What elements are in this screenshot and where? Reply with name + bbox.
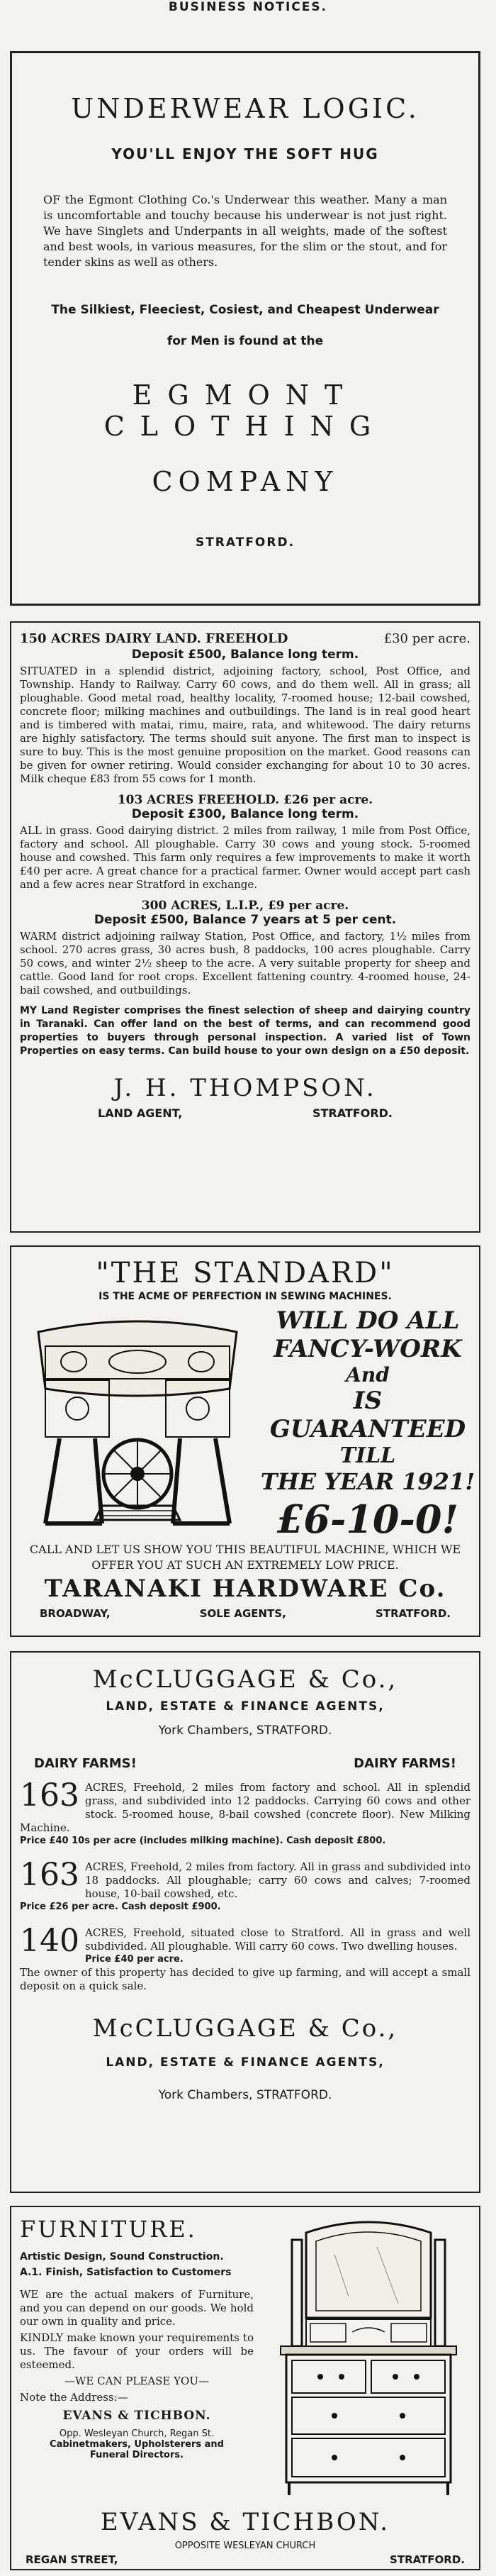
mccluggage-name: McCLUGGAGE & Co., [92, 1665, 398, 1694]
underwear-ad [10, 51, 480, 606]
mccluggage-role: LAND, ESTATE & FINANCE AGENTS, [106, 1699, 385, 1714]
sewing-machine-illustration [17, 1304, 258, 1538]
farm-3-acres: 140 [20, 1926, 79, 1959]
furniture-kindly: KINDLY make known your requirements to us. The favour of your orders will be esteemed. [20, 2331, 254, 2371]
mccluggage-address-2: York Chambers, STRATFORD. [158, 2088, 332, 2102]
farm-3-price: Price £40 per acre. [84, 1954, 184, 1965]
underwear-company-2: COMPANY [152, 466, 339, 497]
standard-town: STRATFORD. [376, 1607, 451, 1620]
underwear-subtitle: YOU'LL ENJOY THE SOFT HUG [111, 145, 379, 162]
dairy-farms-right: DAIRY FARMS! [354, 1756, 456, 1771]
listing-1-deposit: Deposit £500, Balance long term. [131, 648, 359, 662]
standard-slogan-5: TILL [339, 1443, 396, 1468]
furniture-please: —WE CAN PLEASE YOU— [64, 2375, 209, 2387]
farm-1-price: Price £40 10s per acre (includes milking machine). Cash deposit £800. [20, 1836, 386, 1846]
dressing-table-illustration [264, 2211, 473, 2501]
land-register-text: MY Land Register comprises the finest selection of sheep and dairying country in Taranaki. Can offer land on the best of terms, and can recommend good properties to buyers through personal inspection. A varied list of Town Properties on easy terms. Can build house to your own design on a £50 deposit. [20, 1005, 470, 1057]
listing-2-deposit: Deposit £300, Balance long term. [131, 807, 359, 821]
standard-subtitle: IS THE ACME OF PERFECTION IN SEWING MACHINES. [98, 1291, 392, 1302]
furniture-big-name: EVANS & TICHBON. [100, 2508, 390, 2536]
listing-3-deposit: Deposit £500, Balance 7 years at 5 per cent. [94, 913, 397, 927]
listing-2-body: ALL in grass. Good dairying district. 2 miles from railway, 1 mile from Post Office, factory and school. All ploughable. Carry 30 cows and young stock. 5-roomed house and cowshed. This farm only requires a few improvements to make it worth £40 per acre. A great chance for a practical farmer. Owner would accept part cash and a few acres near Stratford in exchange. [20, 824, 470, 891]
listing-1-body: SITUATED in a splendid district, adjoining factory, school, Post Office, and Township. Handy to Railway. Carry 60 cows, and do them well. All in grass; all ploughable. Good metal road, healthy locality, 7-roomed house; 12-bail cowshed, concrete floor; milking machines and outbuildings. The land is in real good heart and is timbered with matai, rimu, maire, rata, and whitewood. The dairy returns are highly satisfactory. The terms should suit anyone. The first man to inspect is sure to buy. This is the most genuine proposition on the market. Good reasons can be given for owner retiring. Would consider exchanging for about 10 to 30 acres. Milk cheque £83 from 55 cows for 1 month. [20, 665, 470, 785]
thompson-name: J. H. THOMPSON. [113, 1074, 377, 1102]
furniture-ad [10, 2206, 480, 2570]
underwear-town: STRATFORD. [195, 535, 295, 550]
furniture-tagline-1: Artistic Design, Sound Construction. [20, 2251, 224, 2263]
mccluggage-ad [10, 1651, 480, 2193]
thompson-town: STRATFORD. [312, 1106, 393, 1120]
farm-1-acres: 163 [20, 1781, 79, 1814]
furniture-body: WE are the actual makers of Furniture, and you can depend on our goods. We hold our own in quality and price. [20, 2288, 254, 2328]
standard-street: BROADWAY, [40, 1607, 111, 1620]
page-header: BUSINESS NOTICES. [168, 0, 328, 14]
dairy-farms-left: DAIRY FARMS! [34, 1756, 137, 1771]
listing-2-heading: 103 ACRES FREEHOLD. £26 per acre. [117, 793, 373, 807]
thompson-ad [10, 621, 480, 1233]
farm-3-body: ACRES, Freehold, situated close to Stratford. All in grass and well subdivided. All ploughable. Will carry 60 cows. Two dwelling houses. [84, 1926, 470, 1953]
furniture-firm: EVANS & TICHBON. [62, 2409, 211, 2423]
standard-slogan-4: IS GUARANTEED [269, 1387, 466, 1443]
listing-3-heading: 300 ACRES, L.I.P., £9 per acre. [141, 899, 349, 913]
furniture-trades: Cabinetmakers, Upholsterers and [50, 2439, 224, 2450]
listing-1-price: £30 per acre. [383, 631, 470, 646]
standard-slogan-1: WILL DO ALL [276, 1306, 460, 1335]
furniture-note: Note the Address:— [20, 2391, 128, 2404]
mccluggage-name-2: McCLUGGAGE & Co., [92, 2014, 398, 2043]
farm-3-tail: The owner of this property has decided to give up farming, and will accept a small deposit on a quick sale. [20, 1966, 470, 1992]
furniture-title: FURNITURE. [20, 2216, 197, 2243]
furniture-street: REGAN STREET, [26, 2553, 118, 2566]
standard-callout: CALL AND LET US SHOW YOU THIS BEAUTIFUL MACHINE, WHICH WE OFFER YOU AT SUCH AN EXTREMELY LOW PRICE. [29, 1543, 461, 1572]
farm-2-price: Price £26 per acre. Cash deposit £900. [20, 1902, 221, 1912]
standard-title: "THE STANDARD" [96, 1257, 395, 1289]
thompson-agent: LAND AGENT, [98, 1106, 183, 1120]
standard-slogan-6: THE YEAR 1921! [260, 1468, 475, 1495]
mccluggage-address: York Chambers, STRATFORD. [158, 1723, 332, 1738]
standard-agents: SOLE AGENTS, [199, 1607, 286, 1620]
furniture-opposite: OPPOSITE WESLEYAN CHURCH [174, 2541, 316, 2551]
farm-2-body: ACRES, Freehold, 2 miles from factory. All in grass and subdivided into 18 paddocks. All ploughable; carry 60 cows and calves; 7-roomed house, 10-bail cowshed, etc. [84, 1860, 470, 1900]
listing-3-body: WARM district adjoining railway Station, Post Office, and factory, 1½ miles from school. 270 acres grass, 30 acres bush, 8 paddocks, 100 acres ploughable. Carry 50 cows, and winter 2½ sheep to the acre. A very suitable property for sheep and cattle. Good land for root crops. Excellent fattening country. 4-roomed house, 24-bail cowshed, and outbuildings. [20, 930, 470, 996]
underwear-tagline-1: The Silkiest, Fleeciest, Cosiest, and Cheapest Underwear [51, 303, 439, 317]
underwear-title: UNDERWEAR LOGIC. [71, 93, 419, 124]
furniture-town: STRATFORD. [390, 2553, 465, 2566]
underwear-body: OF the Egmont Clothing Co.'s Underwear this weather. Many a man is uncomfortable and touchy because his underwear is not just right. We have Singlets and Underpants in all weights, made of the softest and best wools, in various measures, for the slim or the stout, and for tender skins as well as others. [43, 193, 447, 269]
standard-price: £6-10-0! [276, 1497, 459, 1542]
listing-1-heading: 150 ACRES DAIRY LAND. FREEHOLD [20, 631, 288, 646]
furniture-tagline-2: A.1. Finish, Satisfaction to Customers [20, 2267, 232, 2278]
furniture-opp: Opp. Wesleyan Church, Regan St. [59, 2428, 215, 2439]
mccluggage-role-2: LAND, ESTATE & FINANCE AGENTS, [106, 2055, 385, 2070]
standard-store: TARANAKI HARDWARE Co. [44, 1575, 446, 1603]
furniture-funeral: Funeral Directors. [89, 2450, 184, 2460]
underwear-tagline-2: for Men is found at the [167, 334, 324, 348]
farm-listing-1 [20, 1781, 470, 1848]
farm-2-acres: 163 [20, 1860, 79, 1893]
standard-slogan-3: And [346, 1363, 390, 1387]
farm-listing-3 [20, 1926, 470, 1993]
underwear-company-1: EGMONT CLOTHING [103, 379, 387, 442]
standard-ad [10, 1245, 480, 1637]
farm-1-body: ACRES, Freehold, 2 miles from factory and school. All in splendid grass, and subdivided into 12 paddocks. Carrying 60 cows and other stock. 5-roomed house, 8-bail cowshed (concrete floor). New Milking Machine. [20, 1781, 470, 1834]
standard-slogan-2: FANCY-WORK [274, 1335, 462, 1363]
farm-listing-2 [20, 1860, 470, 1914]
